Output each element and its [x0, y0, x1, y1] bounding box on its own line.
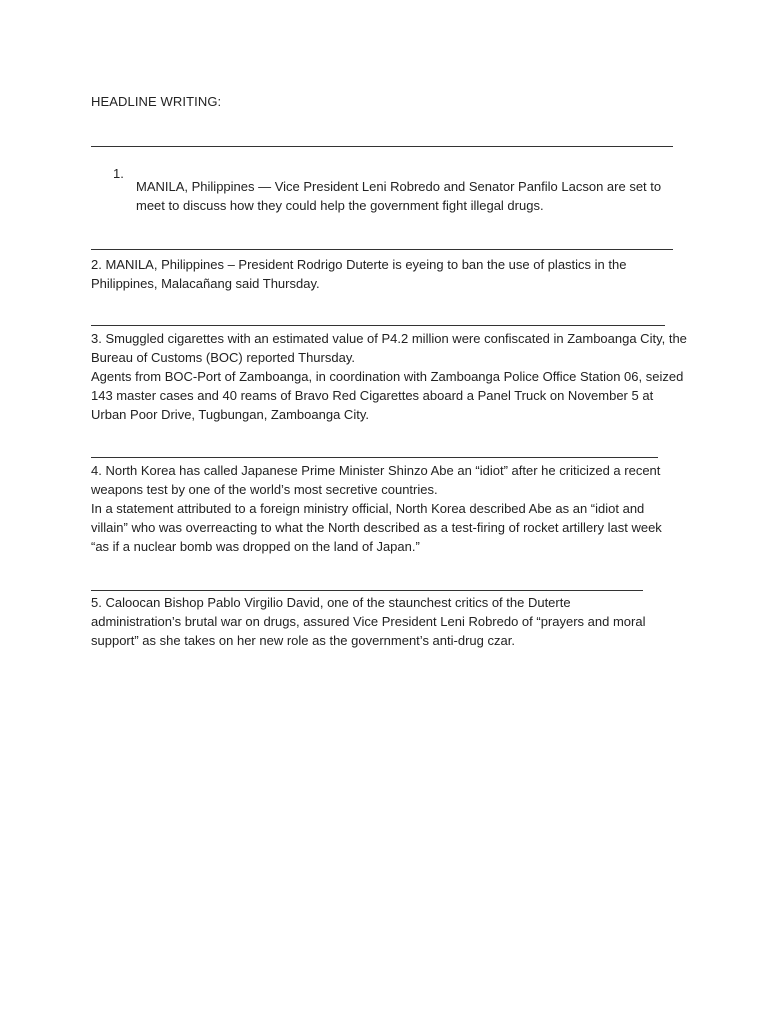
page-title: HEADLINE WRITING: [91, 94, 222, 109]
list-item-text: 2. MANILA, Philippines – President Rodrigo Duterte is eyeing to ban the use of plastics in the Philippines, Malacañang said Thursday. [91, 257, 627, 291]
headline-answer-line-4[interactable] [91, 457, 658, 458]
list-item-4 [91, 461, 671, 556]
list-item-text: 4. North Korea has called Japanese Prime Minister Shinzo Abe an “idiot” after he criticized a recent weapons test by one of the world’s most secretive countries. [91, 463, 661, 497]
headline-answer-line-5[interactable] [91, 590, 643, 591]
list-item-5 [91, 593, 661, 650]
list-item-text: MANILA, Philippines — Vice President Leni Robredo and Senator Panfilo Lacson are set to meet to discuss how they could help the government fight illegal drugs. [136, 179, 662, 213]
headline-answer-line-3[interactable] [91, 325, 665, 326]
list-item-text: Agents from BOC-Port of Zamboanga, in coordination with Zamboanga Police Office Station 06, seized 143 master cases and 40 reams of Bravo Red Cigarettes aboard a Panel Truck on November 5 at Urban Poor Drive, Tugbungan, Zamboanga City. [91, 369, 684, 422]
list-item-3 [91, 329, 687, 424]
list-item-text: 3. Smuggled cigarettes with an estimated value of P4.2 million were confiscated in Zamboanga City, the Bureau of Customs (BOC) reported Thursday. [91, 331, 687, 365]
headline-answer-line-1[interactable] [91, 146, 673, 147]
headline-answer-line-2[interactable] [91, 249, 673, 250]
list-item-text: In a statement attributed to a foreign ministry official, North Korea described Abe as an “idiot and villain” who was overreacting to what the North described as a test-firing of rocket artillery last week “as if a nuclear bomb was dropped on the land of Japan.” [91, 501, 662, 554]
list-item-1 [113, 164, 693, 228]
list-item-number: 1. [113, 166, 124, 181]
list-item-text: 5. Caloocan Bishop Pablo Virgilio David, one of the staunchest critics of the Duterte administration’s brutal war on drugs, assured Vice President Leni Robredo of “prayers and moral support” as she takes on her new role as the government’s anti-drug czar. [91, 595, 646, 648]
list-item-2 [91, 255, 681, 293]
